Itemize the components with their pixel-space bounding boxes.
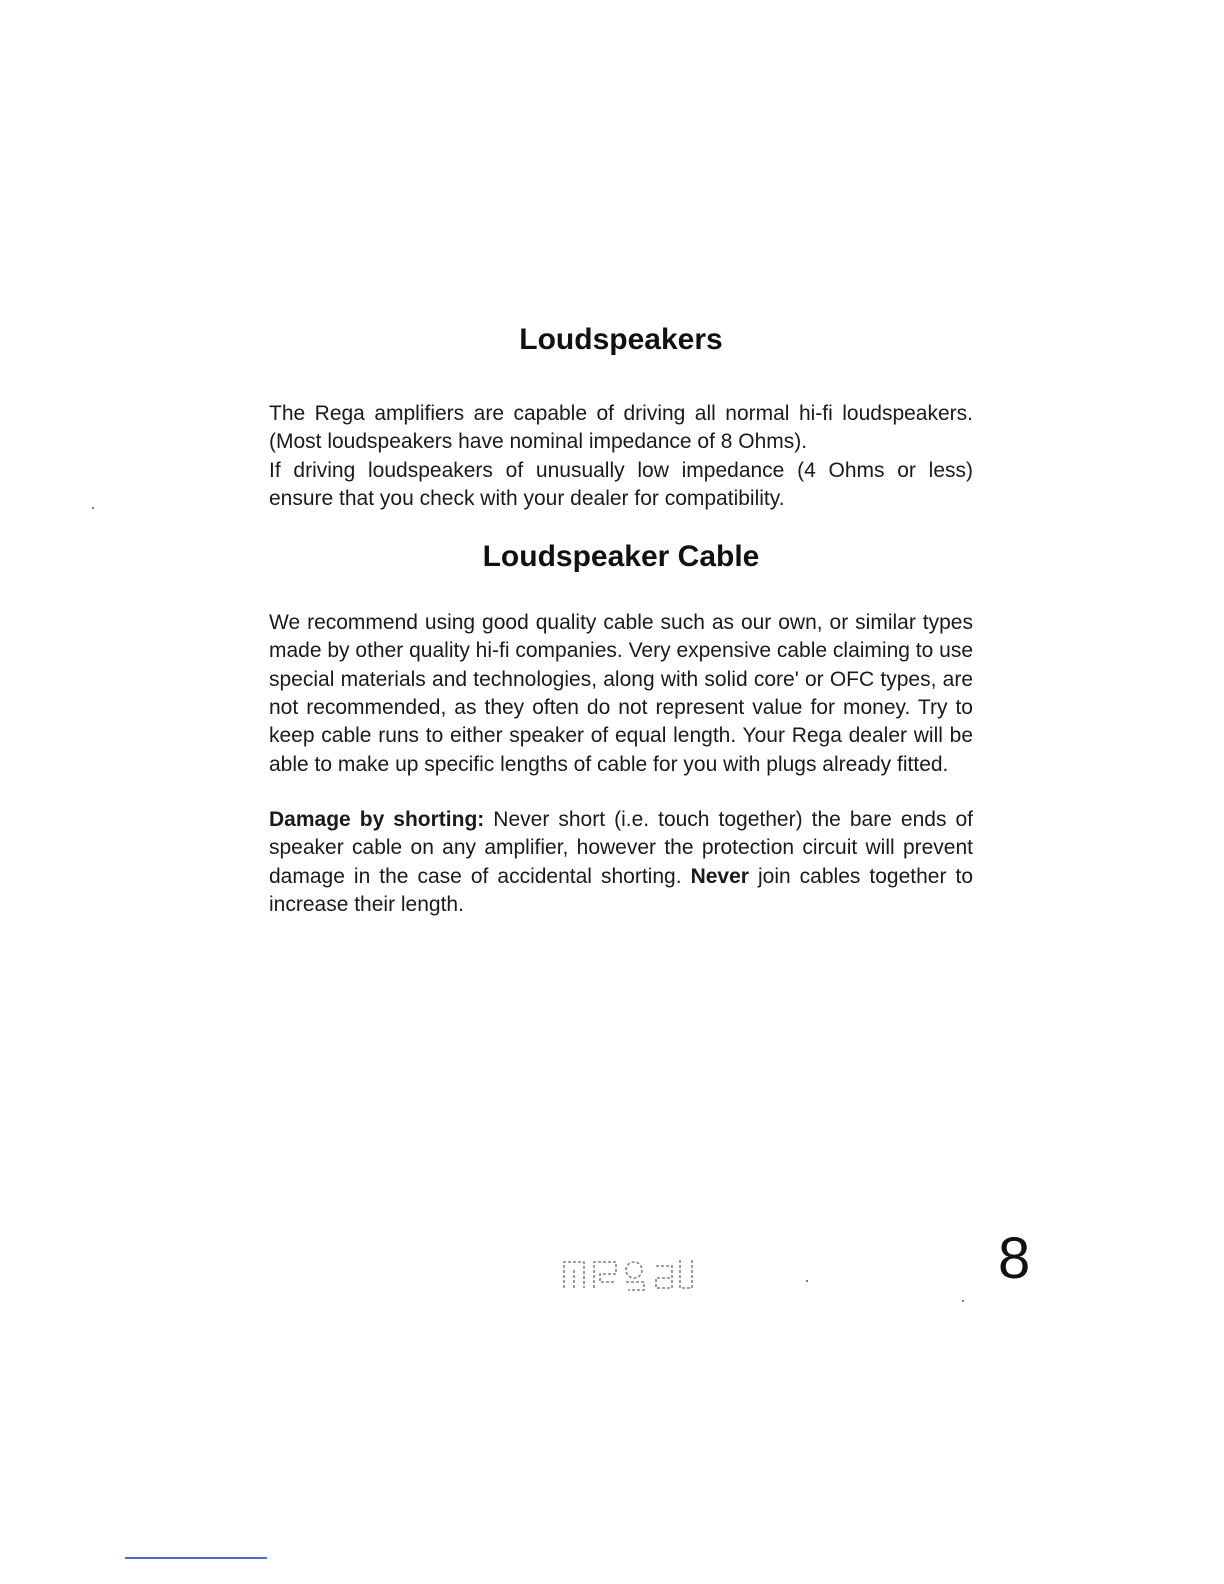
cable-paragraph: We recommend using good quality cable such as our own, or similar types made by other quality hi-fi companies. Very expensive cable claiming to use special materials and technologies, along with solid core' or OFC types, are not recommended, as they often do not represent value for money. Try to keep cable runs to either speaker of equal length. Your Rega dealer will be able to make up specific lengths of cable for you with plugs already fitted. <box>269 611 973 776</box>
footer-rule <box>125 1557 267 1559</box>
scan-speck <box>92 507 94 509</box>
shorting-warning-paragraph <box>269 806 973 919</box>
shorting-warning-text-1: Never short (i.e. touch together) the bare ends of speaker cable on any amplifier, however the protection circuit will prevent damage in the case of accidental shorting. <box>269 807 973 888</box>
page-number: 8 <box>998 1226 1031 1291</box>
shorting-warning-text-2: join cables together to increase their length. <box>269 864 973 916</box>
loudspeakers-paragraph-2: If driving loudspeakers of unusually low impedance (4 Ohms or less) ensure that you check with your dealer for compatibility. <box>269 458 973 510</box>
loudspeakers-paragraph-1: The Rega amplifiers are capable of driving all normal hi-fi loudspeakers. (Most loudspeakers have nominal impedance of 8 Ohms). <box>269 402 973 454</box>
rega-logo <box>560 1252 696 1292</box>
page-content <box>269 322 973 919</box>
section-heading-loudspeakers: Loudspeakers <box>519 323 723 356</box>
shorting-warning-emphasis: Never <box>690 864 749 888</box>
scan-speck <box>962 1300 964 1302</box>
scan-speck <box>806 1280 808 1282</box>
shorting-warning-label: Damage by shorting: <box>269 807 485 831</box>
section-heading-loudspeaker-cable: Loudspeaker Cable <box>482 540 760 574</box>
